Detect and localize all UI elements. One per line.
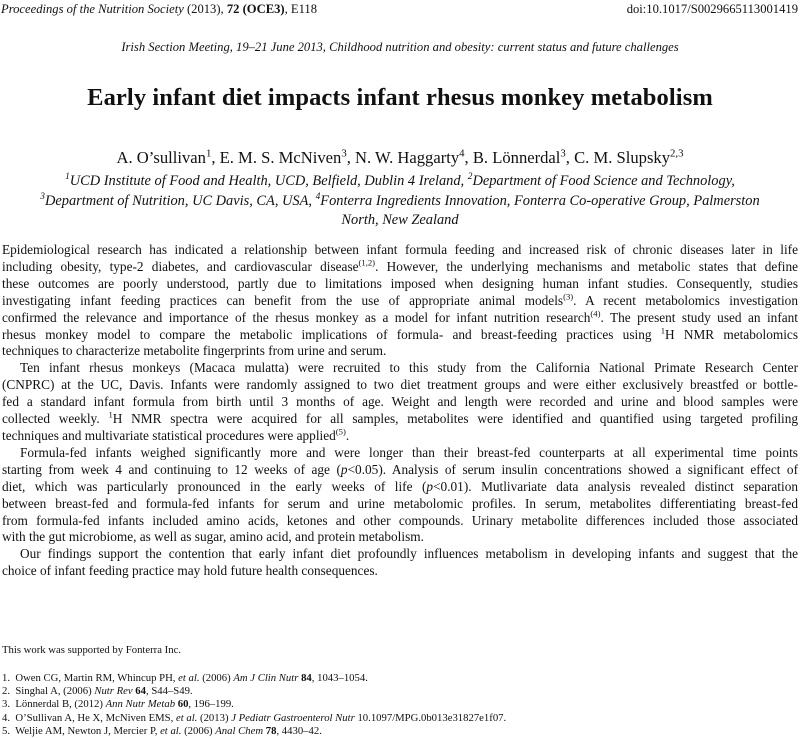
journal-citation [1,2,317,17]
text-line: starting from week 4 and continuing to 12 weeks of age (p<0.05). Analysis of serum insulin concentrations showed a significant effect of [2,461,799,477]
affiliation-3: Department of Nutrition, UC Davis, CA, USA, [44,192,312,209]
author-affil-sup: 2,3 [670,147,684,160]
paragraph-2 [2,360,798,445]
author-affil-sup: 3 [341,147,347,160]
journal-page: , E118 [284,2,318,16]
citation: (1,2) [358,257,376,268]
text-line: Our findings support the contention that early infant diet profoundly influences metabolism in developing infants and suggest that the [20,546,798,562]
abstract-body [2,242,798,580]
text-line: confirmed the relevance and importance of the rhesus monkey as a model for infant nutrition research$^{(4)}$. The present study used an infant [2,308,799,325]
author: B. Lönnerdal [472,148,561,167]
text-line: Formula-fed infants weighed significantly more and were longer than their breast-fed counterparts at all experimental time points [20,444,798,460]
text-line: Ten infant rhesus monkeys (Macaca mulatta) were recruited to this study from the California National Primate Research Center [20,360,798,376]
running-header [0,2,800,18]
doi: doi:10.1017/S0029665113001419 [626,2,798,16]
text-line: from formula-fed infants included amino acids, ketones and other compounds. Urinary metabolite differences included those associated [2,512,798,528]
reference-item: 2. Singhal A, (2006) Nutr Rev 64, S44–S49. [2,685,193,698]
paragraph-4 [2,546,798,580]
affiliation-line [0,211,800,231]
text-line: including obesity, type-2 diabetes, and cardiovascular disease$^{(1,2)}$. However, the underlying mechanisms and metabolic states that define [2,257,798,274]
text-line: techniques and multivariate statistical procedures were applied$^{(5)}$. [2,426,350,443]
affiliation-line: $^1$UCD Institute of Food and Health, UCD, Belfield, Dublin 4 Ireland, $^2$Department of Food Science and Technology, [65,172,735,189]
text-line: rhesus monkey model to compare the metabolic implications of formula- and breast-feeding practices using $^1$H NMR metabolomics [2,325,799,342]
citation: (3) [563,291,574,302]
text-line: fed a standard infant formula from birth until 3 months of age. Weight and length were recorded and urine and blood samples were [2,394,798,410]
text-line: techniques to characterize metabolite fingerprints from urine and serum. [2,343,387,359]
text-line: collected weekly. $^1$H NMR spectra were acquired for all samples, metabolites were identified and quantified using targeted profiling [2,409,799,427]
text-line: (CNPRC) at the UC, Davis. Infants were randomly assigned to two diet treatment groups and were either exclusively breastfed or bottle- [2,377,798,393]
author: E. M. S. McNiven [219,148,342,167]
paragraph-1 [2,242,798,360]
reference-list [2,672,506,738]
journal-name: Proceedings of the Nutrition Society [1,2,184,16]
journal-issue: (OCE3) [242,2,285,16]
funding-statement: This work was supported by Fonterra Inc. [2,644,181,656]
journal-year: (2013), [186,2,224,16]
affiliation-4: Fonterra Ingredients Innovation, Fonterra Co-operative Group, Palmerston [320,192,760,209]
reference-item: 4. O’Sullivan A, He X, McNiven EMS, et al. (2013) J Pediatr Gastroenterol Nutr 10.1097/MPG.0b013e31827e1f07. [2,711,507,724]
reference-item: 5. Weljie AM, Newton J, Mercier P, et al. (2006) Anal Chem 78, 4430–42. [2,724,322,737]
affiliations [0,172,800,231]
affiliation-2: Department of Food Science and Technology, [472,173,735,189]
author-list: A. O’sullivan$^1$, E. M. S. McNiven$^3$, N. W. Haggarty$^4$, B. Lönnerdal$^3$, C. M. Slupsky$^{2,3}$ [116,147,684,167]
affiliation-4-cont: North, New Zealand [341,212,459,228]
text-line: between breast-fed and formula-fed infants for serum and urine metabolomic profiles. In serum, metabolites differentiating breast-fed [2,495,798,511]
affiliation-1: UCD Institute of Food and Health, UCD, Belfield, Dublin 4 Ireland, [69,173,465,189]
author-affil-sup: 1 [205,147,212,160]
isotope-sup: 1 [108,409,113,420]
author: C. M. Slupsky [574,148,670,167]
paragraph-3 [2,445,798,546]
reference-item: 3. Lönnerdal B, (2012) Ann Nutr Metab 60, 196–199. [2,698,234,711]
text-line: Epidemiological research has indicated a relationship between infant formula feeding and increased risk of chronic diseases later in life [2,242,798,257]
author-affil-sup: 4 [459,147,465,160]
text-line: these outcomes are poorly understood, partly due to limitations imposed when designing human infant studies. Consequently, studies [2,275,798,291]
citation: (5) [335,426,346,437]
journal-volume: 72 [226,2,240,16]
page-title: Early infant diet impacts infant rhesus monkey metabolism [87,84,713,111]
meeting-line: Irish Section Meeting, 19–21 June 2013, Childhood nutrition and obesity: current status and future challenges [121,40,679,54]
affiliation-line: $^3$Department of Nutrition, UC Davis, CA, USA, $^4$Fonterra Ingredients Innovation, Fonterra Co-operative Group, Palmerston [40,191,760,209]
text-line: diet, which was particularly pronounced in the early weeks of life (p<0.01). Mutlivariate data analysis revealed distinct separation [2,478,798,494]
citation: (4) [590,308,601,319]
text-line: investigating infant feeding practices can benefit from the use of appropriate animal models$^{(3)}$. A recent metabolomics investigation [2,291,798,308]
author-affil-sup: 3 [560,147,566,160]
author: A. O’sullivan [116,148,206,167]
author: N. W. Haggarty [355,148,460,167]
reference-item: 1. Owen CG, Martin RM, Whincup PH, et al. (2006) Am J Clin Nutr 84, 1043–1054. [2,672,368,684]
text-line: choice of infant feeding practice may hold future health consequences. [2,563,378,579]
isotope-sup: 1 [660,325,666,336]
text-line: with the gut microbiome, as well as sugar, amino acid, and protein metabolism. [2,529,424,545]
